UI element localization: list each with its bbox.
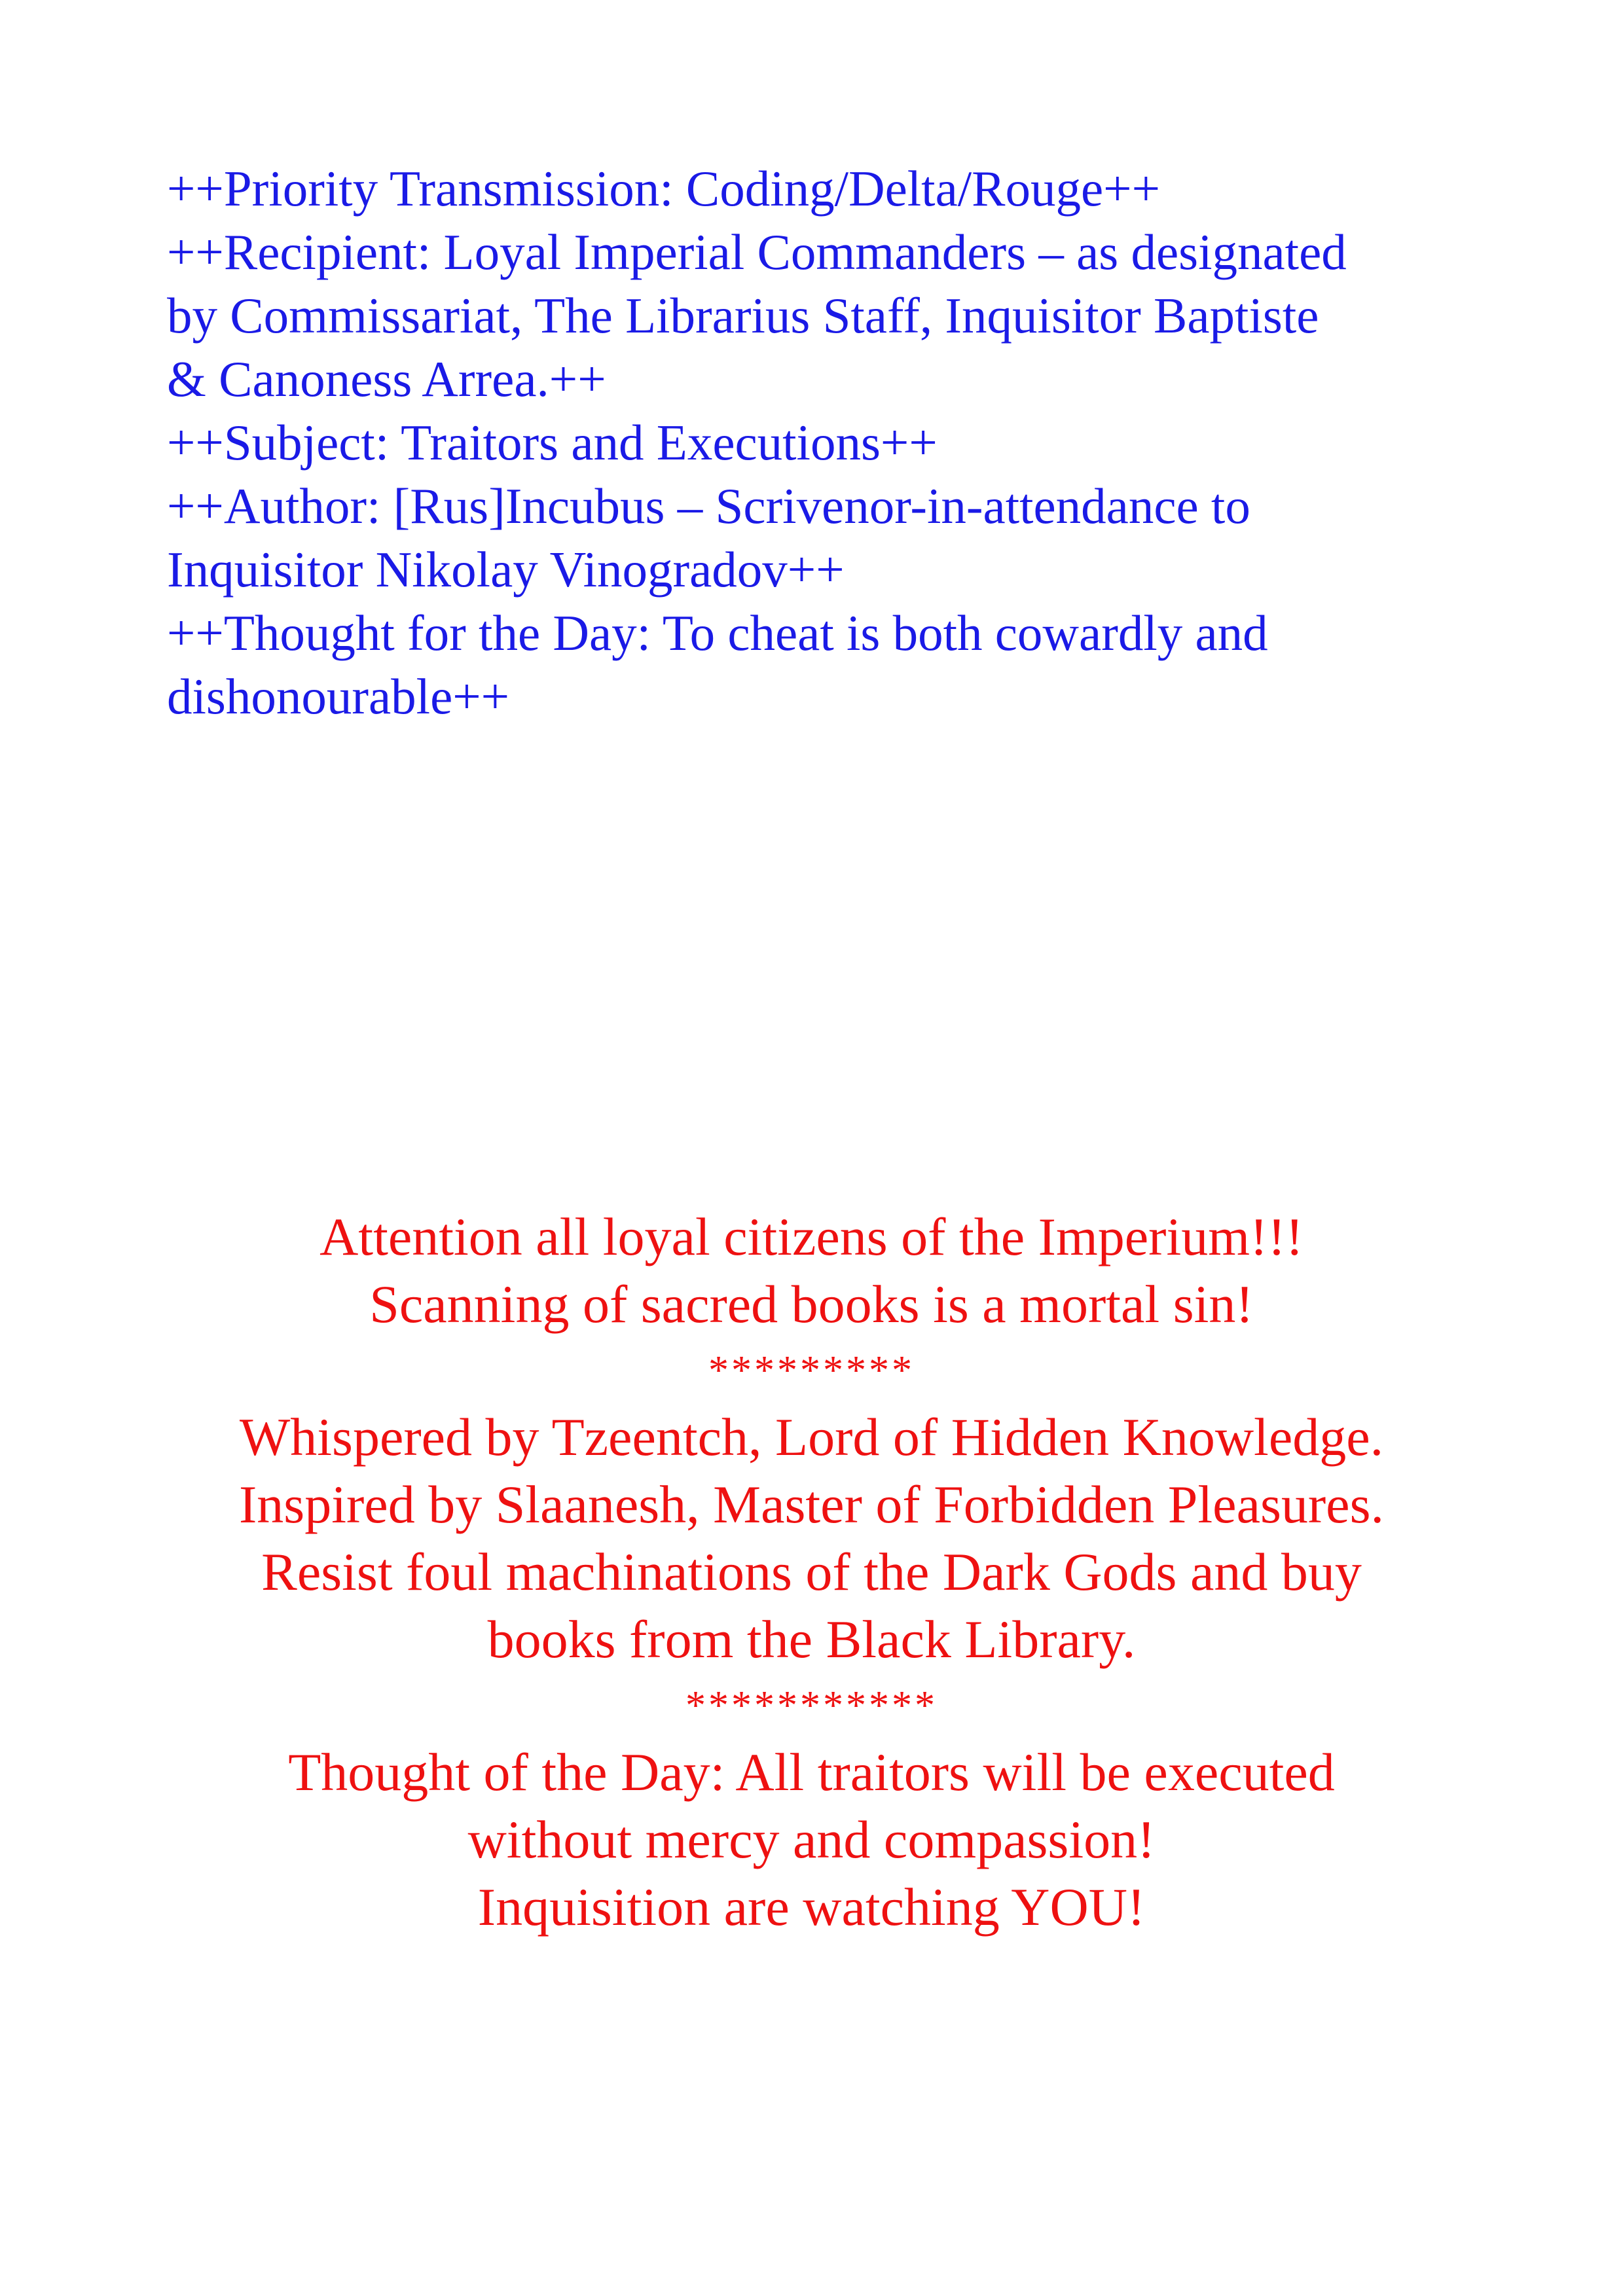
header-priority-line: ++Priority Transmission: Coding/Delta/Rouge++: [167, 160, 1161, 217]
notice-inspired: Inspired by Slaanesh, Master of Forbidden Pleasures.: [239, 1475, 1384, 1534]
notice-watching: Inquisition are watching YOU!: [477, 1877, 1146, 1937]
header-recipient-line-3: & Canoness Arrea.++: [167, 351, 606, 407]
notice-attention: Attention all loyal citizens of the Imperium!!!: [319, 1207, 1304, 1266]
notice-resist: Resist foul machinations of the Dark Gods and buy: [261, 1542, 1362, 1602]
notice-resist-2: books from the Black Library.: [487, 1609, 1136, 1669]
header-subject-line: ++Subject: Traitors and Executions++: [167, 414, 938, 471]
notice-whispered: Whispered by Tzeentch, Lord of Hidden Knowledge.: [239, 1407, 1384, 1467]
imperial-notice: [0, 1203, 1623, 1941]
header-author-line: ++Author: [Rus]Incubus – Scrivenor-in-attendance to: [167, 478, 1250, 534]
notice-divider-1: *********: [708, 1348, 915, 1393]
header-thought-line: ++Thought for the Day: To cheat is both cowardly and: [167, 605, 1268, 661]
notice-scanning: Scanning of sacred books is a mortal sin!: [369, 1274, 1254, 1334]
header-recipient-line: ++Recipient: Loyal Imperial Commanders – as designated: [167, 224, 1347, 280]
notice-thought: Thought of the Day: All traitors will be executed: [288, 1742, 1335, 1802]
header-recipient-line-2: by Commissariat, The Librarius Staff, Inquisitor Baptiste: [167, 287, 1319, 344]
notice-divider-2: ***********: [685, 1683, 938, 1728]
header-author-line-2: Inquisitor Nikolay Vinogradov++: [167, 541, 845, 598]
header-thought-line-2: dishonourable++: [167, 668, 510, 725]
transmission-header: [167, 157, 1476, 728]
notice-thought-2: without mercy and compassion!: [467, 1810, 1156, 1869]
